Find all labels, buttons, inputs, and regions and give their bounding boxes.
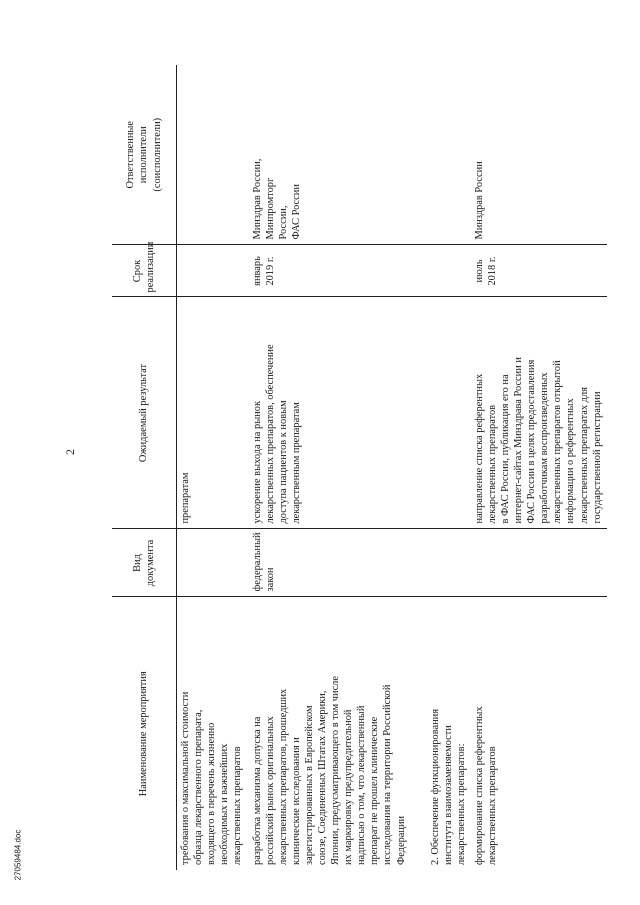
table-row [427, 65, 471, 870]
cell-executors: Минздрав России, Минпромторг России, ФАС России [249, 65, 427, 245]
header-executors: Ответственные исполнители (соисполнители) [112, 65, 177, 245]
cell-measure-name: 2. Обеспечение функционирования института взаимозаменяемости лекарственных препаратов: [429, 709, 467, 865]
cell-document-type [177, 529, 249, 597]
table-row [249, 65, 427, 870]
table-row [177, 65, 249, 870]
page-number: 2 [63, 449, 77, 455]
header-expected-result: Ожидаемый результат [112, 297, 177, 529]
cell-measure-name: требования о максимальной стоимости образца лекарственного препарата, входящего в перечень жизненно необходимых и важнейших лекарственных препаратов [180, 691, 244, 865]
cell-expected-result [427, 297, 471, 529]
header-measure-name: Наименование мероприятия [112, 597, 177, 870]
cell-document-type [471, 529, 607, 597]
cell-term [177, 245, 249, 297]
cell-document-type [427, 529, 471, 597]
cell-expected-result: направление списка референтных лекарственных препаратов в ФАС России, публикация его на интернет-сайтах Минздрава России и ФАС России в целях предоставления разработчикам воспроизведенных лекарственных препаратов открытой информации о референтных лекарственных препаратах для государственной регистрации [471, 297, 607, 529]
cell-measure-name: разработка механизма допуска на российский рынок оригинальных лекарственных препаратов, прошедших клинические исследования и зарегистрированных в Европейском союзе, Соединенных Штатах Америки, Японии, предусматривающего в том числе их маркировку предупредительной надписью о том, что лекарственный препарат не прошел клинические исследования на территории Российской Федерации [251, 676, 407, 865]
cell-executors [177, 65, 249, 245]
cell-expected-result: препаратам [177, 297, 249, 529]
header-document-type: Вид документа [112, 529, 177, 597]
file-code: 27059484.doc [13, 829, 23, 881]
cell-executors [427, 65, 471, 245]
cell-term [427, 245, 471, 297]
table-header-row [112, 65, 177, 870]
cell-expected-result: ускорение выхода на рынок лекарственных препаратов, обеспечение доступа пациентов к новым лекарственным препаратам [249, 297, 427, 529]
cell-measure-name: формирование списка референтных лекарственных препаратов [473, 706, 498, 865]
cell-executors: Минздрав России [471, 65, 607, 245]
cell-term: январь 2019 г. [249, 245, 427, 297]
measures-table [112, 65, 603, 870]
cell-term: июль 2018 г. [471, 245, 607, 297]
header-term: Срок реализации [112, 245, 177, 297]
cell-document-type: федеральный закон [249, 529, 427, 597]
table-row [471, 65, 607, 870]
